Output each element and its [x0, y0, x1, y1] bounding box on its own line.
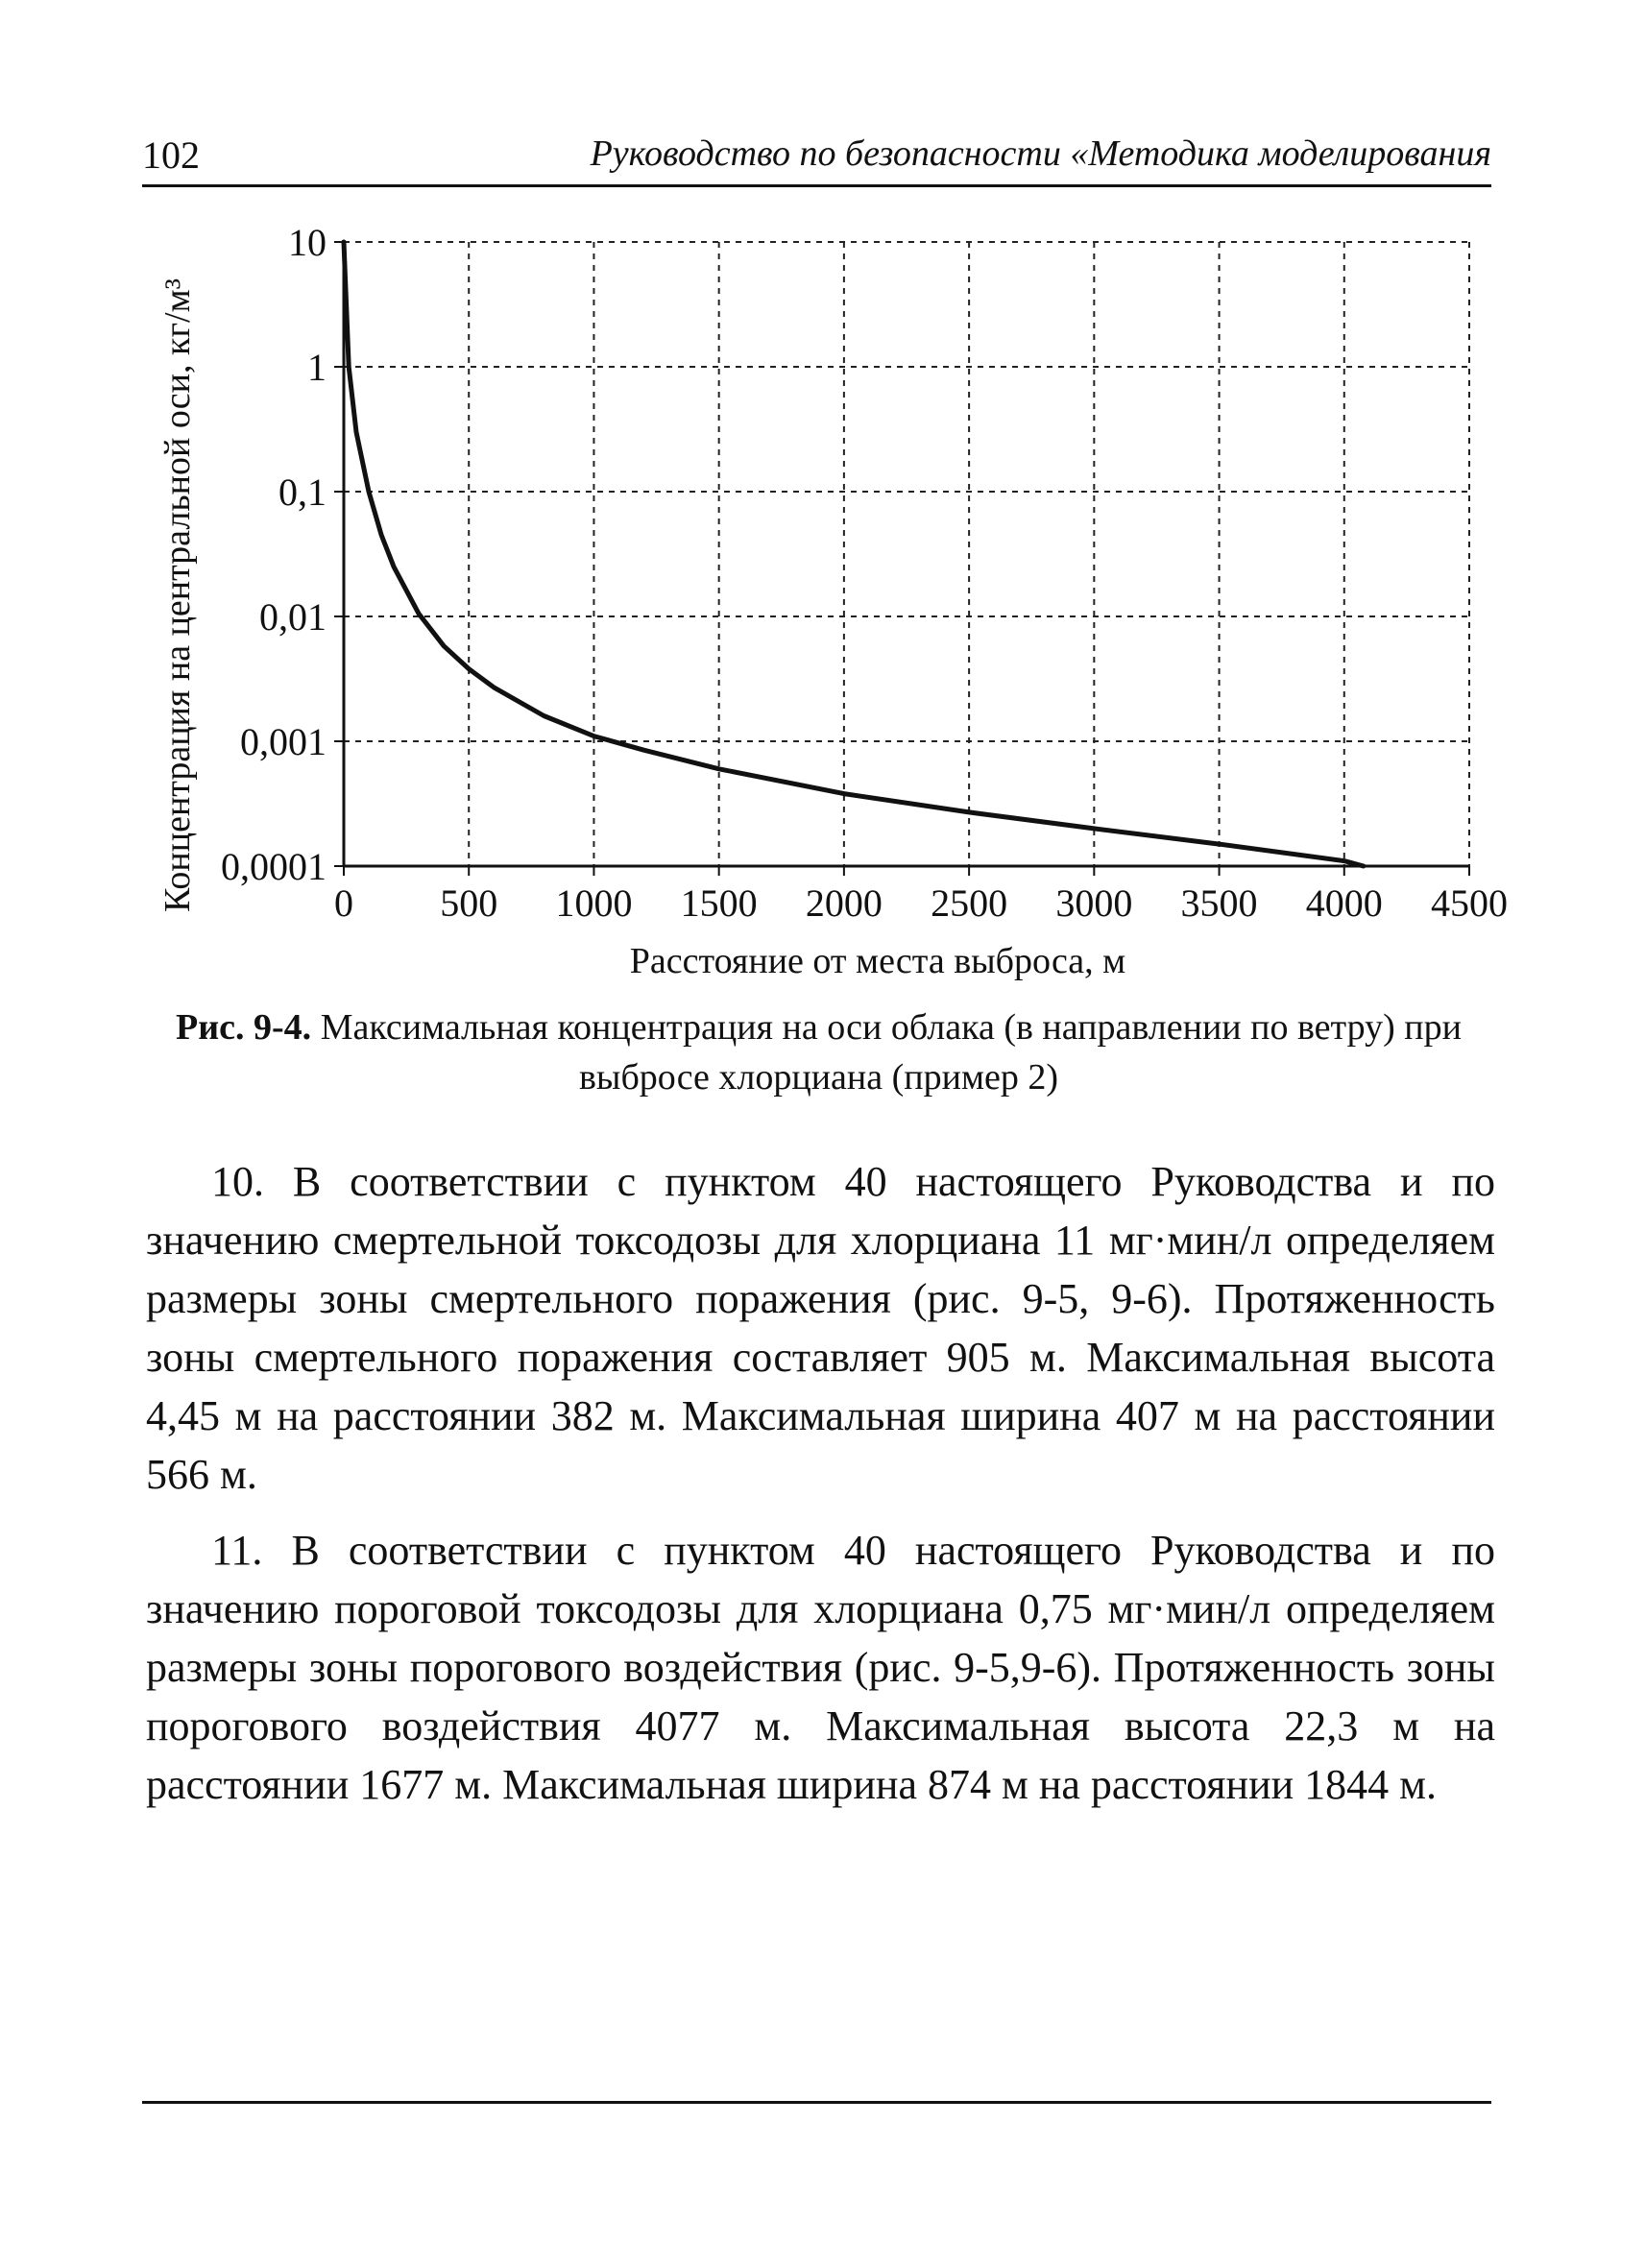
paragraph-11: 11. В соответствии с пунктом 40 настоящего Руководства и по значению пороговой токсодозы для хлорциана 0,75 мг·мин/л определяем размеры зоны порогового воздействия (рис. 9-5,9-6). Протяженность зоны порогового воздействия 4077 м. Максимальная высота 22,3 м на расстоянии 1677 м. Максимальная ширина 874 м на расстоянии 1844 м. [146, 1527, 1495, 1808]
y-tick-label: 0,001 [240, 720, 327, 763]
x-tick-label: 0 [334, 881, 353, 925]
x-axis-label: Расстояние от места выброса, м [629, 941, 1126, 981]
y-axis-label: Концентрация на центральной оси, кг/м³ [157, 277, 198, 913]
chart-tick-labels [221, 221, 1508, 925]
x-tick-label: 2000 [805, 881, 883, 925]
running-title: Руководство по безопасности «Методика моделирования [590, 133, 1491, 174]
y-tick-label: 10 [288, 221, 327, 264]
x-tick-label: 1000 [555, 881, 633, 925]
x-tick-label: 1500 [680, 881, 758, 925]
x-tick-label: 500 [440, 881, 498, 925]
caption-label: Рис. 9-4. [176, 1007, 312, 1048]
x-tick-label: 4000 [1305, 881, 1383, 925]
caption-text: Максимальная концентрация на оси облака (в направлении по ветру) при выбросе хлорциана (пример 2) [320, 1007, 1462, 1098]
y-tick-label: 0,1 [278, 470, 327, 514]
x-tick-label: 2500 [931, 881, 1008, 925]
footer-rule [142, 2101, 1491, 2104]
chart-grid [344, 242, 1469, 866]
paragraph-10: 10. В соответствии с пунктом 40 настоящего Руководства и по значению смертельной токсодозы для хлорциана 11 мг·мин/л определяем размеры зоны смертельного поражения (рис. 9-5, 9-6). Протяженность зоны смертельного поражения составляет 905 м. Максимальная высота 4,45 м на расстоянии 382 м. Максимальная ширина 407 м на расстоянии 566 м. [146, 1158, 1495, 1498]
x-tick-label: 3000 [1055, 881, 1133, 925]
figure-caption [144, 1002, 1493, 1102]
y-tick-label: 0,0001 [221, 845, 327, 888]
chart-series [344, 242, 1364, 866]
x-tick-label: 3500 [1180, 881, 1258, 925]
body-text [146, 1152, 1495, 1831]
y-tick-label: 1 [307, 346, 327, 389]
x-tick-label: 4500 [1431, 881, 1508, 925]
page-number: 102 [142, 133, 200, 177]
chart-axes [334, 242, 1469, 876]
y-tick-label: 0,01 [259, 595, 327, 639]
concentration-chart [0, 0, 1645, 999]
series-line [344, 242, 1364, 866]
